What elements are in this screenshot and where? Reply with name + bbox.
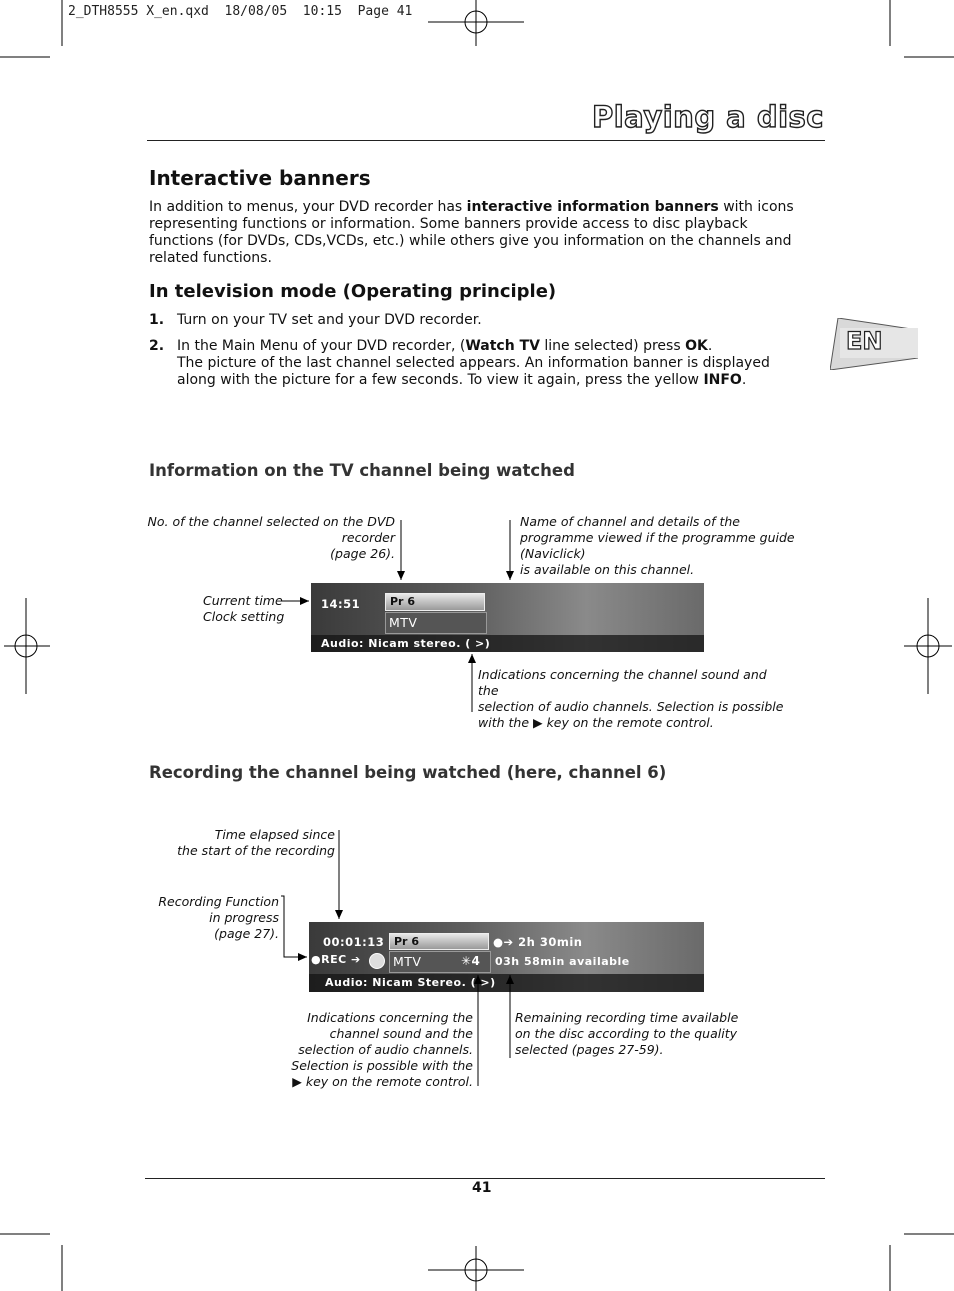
banner-audio-text: Audio: Nicam stereo. ( >): [321, 637, 491, 650]
caption-recording-function: Recording Function in progress (page 27).: [158, 894, 279, 941]
language-tab-label: EN: [846, 327, 883, 355]
caption-channel-name: Name of channel and details of the programme viewed if the programme guide (Naviclick) is available on this channel.: [520, 514, 795, 577]
banner-channel-name: MTV: [389, 615, 418, 630]
footer-rule: [145, 1178, 825, 1179]
page-number: 41: [472, 1180, 492, 1196]
step-text: Turn on your TV set and your DVD recorder.: [177, 312, 482, 328]
section-heading: Interactive banners: [149, 166, 371, 190]
banner-channel-name: MTV: [393, 954, 422, 969]
step-number: 1.: [149, 312, 165, 328]
banner-quality: ✳4: [461, 954, 481, 968]
banner-time: 14:51: [321, 597, 361, 611]
file-slug: 2_DTH8555 X_en.qxd 18/08/05 10:15 Page 41: [68, 4, 413, 19]
caption-remaining-time: Remaining recording time available on the disc according to the quality selected (pages 27-59).: [515, 1010, 739, 1057]
banner-elapsed-time: 00:01:13: [323, 935, 385, 949]
banner-available-time: 03h 58min available: [495, 955, 630, 968]
caption-sound: Indications concerning the channel sound and the selection of audio channels. Selection is possible with the ▶ key on the remote control.: [478, 667, 784, 730]
banner-rec-indicator: ●REC ➔: [311, 953, 361, 966]
caption-elapsed-time: Time elapsed since the start of the recording: [177, 827, 335, 858]
step-text: In the Main Menu of your DVD recorder, (Watch TV line selected) press OK. The picture of the last channel selected appears. An information banner is displayed along with the picture for a few seconds. To view it again, press the yellow INFO.: [177, 338, 770, 388]
intro-paragraph: In addition to menus, your DVD recorder has interactive information banners with icons representing functions or information. Some banners provide access to disc playback functions (for DVDs, CDs,VCDs, etc.) while others give you information on the channels and related functions.: [149, 199, 794, 266]
banner-duration: ●➔ 2h 30min: [493, 935, 583, 949]
banner-audio-text: Audio: Nicam Stereo. ( >): [325, 976, 496, 989]
step-number: 2.: [149, 338, 165, 354]
banner-prog-field: Pr 6: [389, 933, 489, 950]
recording-heading: Recording the channel being watched (here, channel 6): [149, 763, 667, 782]
banner-prog-field: Pr 6: [385, 593, 485, 611]
caption-channel-number: No. of the channel selected on the DVD recorder (page 26).: [147, 514, 395, 561]
subsection-heading: In television mode (Operating principle): [149, 281, 557, 302]
page-title: Playing a disc: [591, 100, 824, 134]
caption-current-time: Current time Clock setting: [203, 593, 285, 624]
caption-rec-sound: Indications concerning the channel sound and the selection of audio channels. Selection is possible with the ▶ key on the remote control.: [291, 1010, 473, 1089]
info-heading: Information on the TV channel being watched: [149, 461, 575, 480]
